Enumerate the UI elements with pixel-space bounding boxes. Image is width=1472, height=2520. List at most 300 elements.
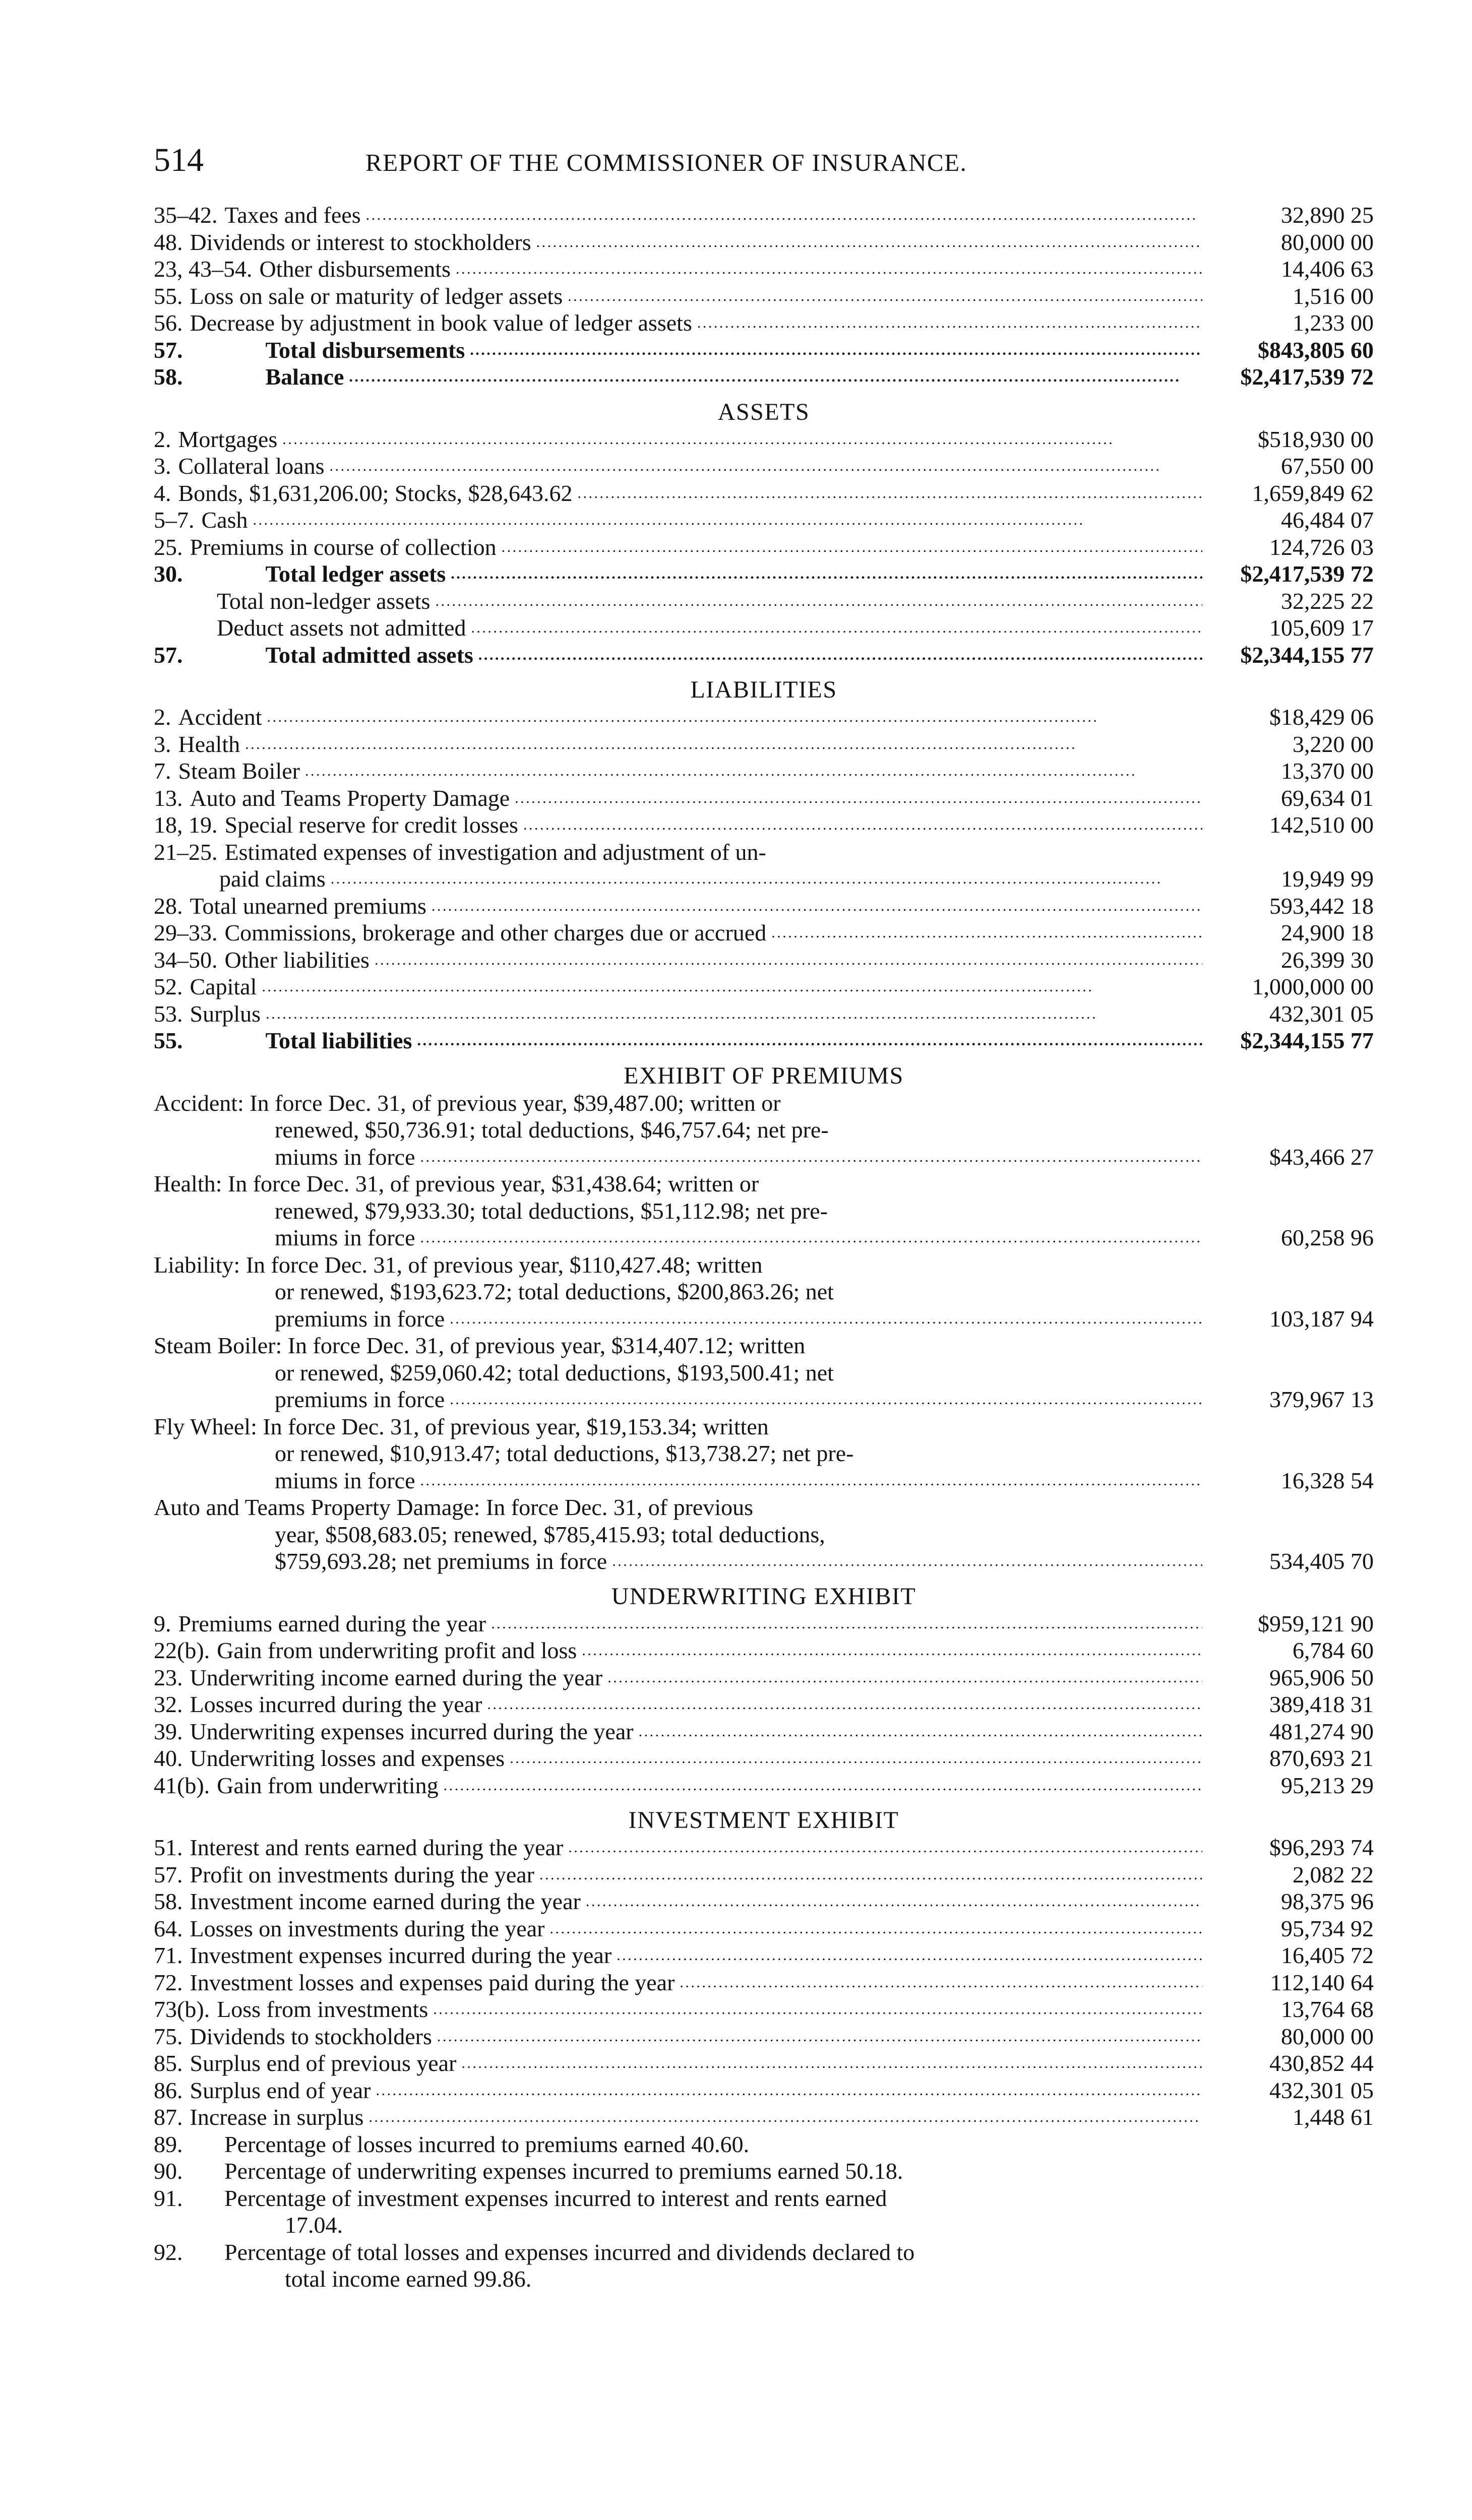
premium-line bbox=[154, 1494, 1374, 1521]
premium-line bbox=[154, 1305, 1374, 1333]
dot-leader bbox=[510, 1742, 1202, 1772]
row-number: 86. bbox=[154, 2077, 183, 2103]
dot-leader bbox=[771, 916, 1202, 947]
row-number: 25. bbox=[154, 534, 183, 560]
premium-text: Liability: In force Dec. 31, of previous year, $110,427.48; written bbox=[154, 1251, 763, 1278]
dot-leader bbox=[491, 1607, 1202, 1637]
premium-item bbox=[154, 1332, 1374, 1413]
table-row bbox=[154, 1772, 1374, 1799]
table-row bbox=[154, 426, 1374, 453]
dot-leader bbox=[549, 1912, 1202, 1942]
row-label: Mortgages bbox=[178, 426, 278, 452]
dot-leader bbox=[375, 943, 1202, 974]
row-amount: 32,890 25 bbox=[1281, 202, 1374, 228]
dot-leader bbox=[612, 1545, 1202, 1575]
dot-leader bbox=[639, 1715, 1202, 1745]
table-row bbox=[154, 1637, 1374, 1664]
row-label: Total unearned premiums bbox=[190, 893, 426, 919]
dot-leader bbox=[536, 226, 1202, 256]
dot-leader bbox=[470, 334, 1202, 364]
premium-amount: 60,258 96 bbox=[1281, 1225, 1374, 1250]
row-number: 2. bbox=[154, 426, 171, 452]
premium-text: Steam Boiler: In force Dec. 31, of previous year, $314,407.12; written bbox=[154, 1333, 806, 1358]
row-number: 48. bbox=[154, 229, 183, 255]
row-label: Other liabilities bbox=[224, 947, 370, 973]
premium-text: or renewed, $10,913.47; total deductions, $13,738.27; net pre- bbox=[275, 1440, 854, 1466]
percentage-line: Percentage of underwriting expenses incurred to premiums earned 50.18. bbox=[224, 2158, 903, 2184]
dot-leader bbox=[282, 423, 1202, 453]
row-label: Steam Boiler bbox=[178, 758, 300, 784]
premium-text: premiums in force bbox=[275, 1305, 445, 1332]
premium-amount: 534,405 70 bbox=[1269, 1548, 1374, 1574]
premiums-section bbox=[154, 1090, 1374, 1575]
table-row bbox=[154, 811, 1374, 839]
row-number: 9. bbox=[154, 1610, 171, 1636]
premium-line bbox=[154, 1440, 1374, 1467]
premium-text: Accident: In force Dec. 31, of previous year, $39,487.00; written or bbox=[154, 1090, 781, 1116]
row-number: 87. bbox=[154, 2104, 183, 2130]
dot-leader bbox=[376, 2074, 1202, 2104]
row-amount: $2,417,539 72 bbox=[1240, 561, 1374, 587]
row-amount: $2,344,155 77 bbox=[1240, 642, 1374, 668]
percentage-line: total income earned 99.86. bbox=[285, 2266, 532, 2292]
table-row bbox=[154, 480, 1374, 507]
row-number: 58. bbox=[154, 364, 183, 390]
dot-leader bbox=[435, 585, 1202, 615]
row-label: Loss on sale or maturity of ledger assets bbox=[190, 283, 563, 309]
row-number: 34–50. bbox=[154, 947, 218, 973]
underwriting-section bbox=[154, 1610, 1374, 1799]
row-label: Dividends or interest to stockholders bbox=[190, 229, 531, 255]
premium-amount: 379,967 13 bbox=[1269, 1387, 1374, 1412]
premium-item bbox=[154, 1251, 1374, 1333]
row-amount: 13,370 00 bbox=[1281, 758, 1374, 784]
dot-leader bbox=[697, 306, 1202, 337]
row-amount: 1,448 61 bbox=[1293, 2104, 1374, 2130]
table-row bbox=[154, 1942, 1374, 1969]
premium-line bbox=[154, 1278, 1374, 1305]
dot-leader bbox=[420, 1141, 1203, 1171]
dot-leader bbox=[417, 1024, 1202, 1054]
row-number: 72. bbox=[154, 1969, 183, 1995]
premium-line bbox=[154, 1467, 1374, 1494]
row-label: Special reserve for credit losses bbox=[224, 812, 518, 838]
row-label: Premiums in course of collection bbox=[190, 534, 497, 560]
row-amount: $843,805 60 bbox=[1258, 337, 1374, 363]
premium-item bbox=[154, 1170, 1374, 1251]
row-label: Total admitted assets bbox=[265, 642, 473, 668]
row-label: Total liabilities bbox=[265, 1028, 412, 1053]
table-row bbox=[154, 642, 1374, 669]
page-number: 514 bbox=[154, 142, 204, 178]
row-number: 52. bbox=[154, 974, 183, 999]
row-label: Health bbox=[178, 731, 240, 757]
dot-leader bbox=[680, 1966, 1202, 1996]
dot-leader bbox=[369, 2101, 1202, 2131]
row-amount: 24,900 18 bbox=[1281, 920, 1374, 946]
table-row bbox=[154, 758, 1374, 785]
table-row bbox=[154, 919, 1374, 947]
premium-text: miums in force bbox=[275, 1144, 415, 1170]
page-title: REPORT OF THE COMMISSIONER OF INSURANCE. bbox=[365, 149, 967, 176]
table-row bbox=[154, 1664, 1374, 1691]
assets-section bbox=[154, 426, 1374, 669]
row-label: Commissions, brokerage and other charges due or accrued bbox=[224, 920, 767, 946]
dot-leader bbox=[568, 280, 1202, 310]
row-amount: 870,693 21 bbox=[1269, 1745, 1374, 1771]
premium-line bbox=[154, 1198, 1374, 1225]
row-label: Underwriting losses and expenses bbox=[190, 1745, 505, 1771]
row-number: 29–33. bbox=[154, 920, 218, 946]
dot-leader bbox=[586, 1885, 1202, 1915]
row-number: 73(b). bbox=[154, 1996, 210, 2022]
row-label: Investment losses and expenses paid during the year bbox=[190, 1969, 675, 1995]
row-number: 39. bbox=[154, 1718, 183, 1744]
row-number: 53. bbox=[154, 1000, 183, 1027]
row-number: 51. bbox=[154, 1835, 183, 1860]
table-row bbox=[154, 1691, 1374, 1718]
percentage-text bbox=[224, 2185, 1374, 2239]
row-number: 85. bbox=[154, 2050, 183, 2076]
table-row bbox=[154, 202, 1374, 229]
premium-line bbox=[154, 1521, 1374, 1548]
row-number: 23. bbox=[154, 1664, 183, 1690]
dot-leader bbox=[444, 1769, 1202, 1799]
dot-leader bbox=[539, 1858, 1202, 1888]
table-row bbox=[154, 453, 1374, 480]
table-row bbox=[154, 1610, 1374, 1637]
row-label: Total ledger assets bbox=[265, 561, 446, 587]
dot-leader bbox=[437, 2020, 1202, 2050]
dot-leader bbox=[502, 531, 1202, 561]
premium-text: renewed, $79,933.30; total deductions, $51,112.98; net pre- bbox=[275, 1198, 828, 1224]
investment-heading: INVESTMENT EXHIBIT bbox=[628, 1807, 899, 1834]
premium-text: $759,693.28; net premiums in force bbox=[275, 1548, 607, 1574]
premium-line bbox=[154, 1359, 1374, 1387]
row-label: Other disbursements bbox=[259, 256, 451, 282]
premium-item bbox=[154, 1413, 1374, 1494]
row-label: Total disbursements bbox=[265, 337, 465, 363]
premium-line bbox=[154, 1090, 1374, 1117]
row-amount: 14,406 63 bbox=[1281, 256, 1374, 282]
dot-leader bbox=[461, 2047, 1202, 2077]
liability-estimated-expenses: 21–25. Estimated expenses of investigation and adjustment of un- paid claims . . . 19,949 99 bbox=[154, 839, 1374, 893]
percentage-item bbox=[154, 2185, 1374, 2239]
row-label: Gain from underwriting bbox=[217, 1772, 439, 1798]
dot-leader bbox=[478, 639, 1202, 669]
premium-line bbox=[154, 1386, 1374, 1413]
dot-leader bbox=[568, 1831, 1202, 1861]
row-label: Gain from underwriting profit and loss bbox=[217, 1637, 577, 1663]
percentage-number: 90. bbox=[154, 2158, 183, 2184]
table-row bbox=[154, 1969, 1374, 1996]
premium-item bbox=[154, 1494, 1374, 1575]
row-amount: $959,121 90 bbox=[1258, 1610, 1374, 1636]
dot-leader bbox=[515, 782, 1202, 812]
row-label: Premiums earned during the year bbox=[178, 1610, 486, 1636]
table-row bbox=[154, 1915, 1374, 1942]
dot-leader bbox=[433, 1993, 1202, 2023]
row-label: Losses on investments during the year bbox=[190, 1915, 545, 1941]
row-label: Increase in surplus bbox=[190, 2104, 364, 2130]
row-label: Interest and rents earned during the year bbox=[190, 1835, 564, 1860]
premium-line bbox=[154, 1413, 1374, 1440]
row-number: 2. bbox=[154, 704, 171, 730]
row-number: 28. bbox=[154, 893, 183, 919]
row-label: Collateral loans bbox=[178, 453, 325, 479]
dot-leader bbox=[305, 754, 1202, 785]
row-number: 32. bbox=[154, 1691, 183, 1717]
liabilities-section-2 bbox=[154, 893, 1374, 1054]
row-number: 56. bbox=[154, 310, 183, 336]
row-label: Bonds, $1,631,206.00; Stocks, $28,643.62 bbox=[178, 480, 573, 506]
row-amount: 1,516 00 bbox=[1293, 283, 1374, 309]
liabilities-heading: LIABILITIES bbox=[690, 676, 837, 703]
row-number: 64. bbox=[154, 1915, 183, 1941]
premium-text: miums in force bbox=[275, 1467, 415, 1493]
percentage-line: Percentage of investment expenses incurred to interest and rents earned bbox=[224, 2185, 887, 2211]
row-number: 55. bbox=[154, 1028, 183, 1053]
dot-leader bbox=[450, 1302, 1202, 1333]
dot-leader bbox=[471, 611, 1202, 642]
row-amount: 80,000 00 bbox=[1281, 2023, 1374, 2049]
row-number: 4. bbox=[154, 480, 171, 506]
row-label: Surplus end of previous year bbox=[190, 2050, 457, 2076]
row-number: 55. bbox=[154, 283, 183, 309]
table-row bbox=[154, 560, 1374, 588]
table-row bbox=[154, 704, 1374, 731]
premium-line bbox=[154, 1144, 1374, 1171]
table-row bbox=[154, 973, 1374, 1000]
row-amount: 112,140 64 bbox=[1270, 1969, 1374, 1995]
table-row bbox=[154, 2050, 1374, 2077]
row-amount: 124,726 03 bbox=[1269, 534, 1374, 560]
table-row bbox=[154, 2023, 1374, 2050]
table-row bbox=[154, 256, 1374, 283]
row-number: 18, 19. bbox=[154, 812, 218, 838]
table-row bbox=[154, 309, 1374, 337]
row-number: 3. bbox=[154, 453, 171, 479]
row-label: Investment income earned during the year bbox=[190, 1888, 581, 1914]
row-amount: 593,442 18 bbox=[1269, 893, 1374, 919]
dot-leader bbox=[582, 1634, 1202, 1664]
dot-leader bbox=[420, 1221, 1203, 1251]
table-row bbox=[154, 947, 1374, 974]
row-amount: $518,930 00 bbox=[1258, 426, 1374, 452]
premium-text: year, $508,683.05; renewed, $785,415.93; total deductions, bbox=[275, 1521, 825, 1547]
row-number: 7. bbox=[154, 758, 171, 784]
percentage-text bbox=[224, 2131, 1374, 2158]
row-number: 40. bbox=[154, 1745, 183, 1771]
premium-line bbox=[154, 1332, 1374, 1359]
row-number: 57. bbox=[154, 337, 183, 363]
row-amount: 965,906 50 bbox=[1269, 1664, 1374, 1690]
row-number: 22(b). bbox=[154, 1637, 210, 1663]
disbursements-section bbox=[154, 202, 1374, 391]
row-number: 30. bbox=[154, 561, 183, 587]
premium-amount: $43,466 27 bbox=[1269, 1144, 1374, 1170]
percentage-number: 92. bbox=[154, 2239, 183, 2265]
table-row bbox=[154, 363, 1374, 391]
table-row bbox=[154, 507, 1374, 534]
dot-leader bbox=[617, 1939, 1202, 1969]
dot-leader bbox=[366, 199, 1202, 229]
row-label: Deduct assets not admitted bbox=[217, 615, 466, 641]
percentage-item bbox=[154, 2131, 1374, 2158]
row-label: Balance bbox=[265, 364, 344, 390]
row-amount: $18,429 06 bbox=[1269, 704, 1374, 730]
dot-leader bbox=[456, 253, 1202, 283]
report-page bbox=[154, 141, 1374, 2293]
percentage-line: 17.04. bbox=[285, 2212, 343, 2238]
premium-text: premiums in force bbox=[275, 1387, 445, 1412]
row-amount: $2,344,155 77 bbox=[1240, 1028, 1374, 1053]
row-label: Surplus bbox=[190, 1000, 261, 1027]
premium-text: miums in force bbox=[275, 1225, 415, 1250]
dot-leader bbox=[349, 360, 1202, 391]
percentage-text bbox=[224, 2158, 1374, 2185]
row-number: 13. bbox=[154, 785, 183, 811]
row-amount: $96,293 74 bbox=[1269, 1835, 1374, 1860]
row-number: 57. bbox=[154, 1861, 183, 1887]
row-number: 58. bbox=[154, 1888, 183, 1914]
table-row bbox=[154, 1996, 1374, 2023]
dot-leader bbox=[578, 477, 1202, 507]
row-number: 41(b). bbox=[154, 1772, 210, 1798]
row-amount: 105,609 17 bbox=[1269, 615, 1374, 641]
row-amount: 46,484 07 bbox=[1281, 507, 1374, 533]
dot-leader bbox=[420, 1464, 1203, 1494]
table-row bbox=[154, 1718, 1374, 1745]
row-amount: 1,233 00 bbox=[1293, 310, 1374, 336]
table-row bbox=[154, 785, 1374, 812]
dot-leader bbox=[607, 1661, 1202, 1691]
table-row bbox=[154, 283, 1374, 310]
row-amount: 98,375 96 bbox=[1281, 1888, 1374, 1914]
row-amount: 95,734 92 bbox=[1281, 1915, 1374, 1941]
row-amount: 69,634 01 bbox=[1281, 785, 1374, 811]
row-label: Total non-ledger assets bbox=[217, 588, 431, 614]
premium-line bbox=[154, 1251, 1374, 1279]
dot-leader bbox=[245, 728, 1202, 758]
dot-leader bbox=[267, 701, 1202, 731]
table-row bbox=[154, 534, 1374, 561]
dot-leader bbox=[329, 450, 1202, 480]
row-label: Taxes and fees bbox=[224, 202, 361, 228]
row-number: 71. bbox=[154, 1942, 183, 1968]
table-row bbox=[154, 2104, 1374, 2131]
row-label: Accident bbox=[178, 704, 262, 730]
row-label: Losses incurred during the year bbox=[190, 1691, 482, 1717]
table-row bbox=[154, 229, 1374, 256]
premium-amount: 16,328 54 bbox=[1281, 1467, 1374, 1493]
premium-line bbox=[154, 1224, 1374, 1251]
row-label: Underwriting expenses incurred during the year bbox=[190, 1718, 634, 1744]
dot-leader bbox=[253, 503, 1203, 534]
table-row bbox=[154, 614, 1374, 642]
premium-text: or renewed, $193,623.72; total deductions, $200,863.26; net bbox=[275, 1279, 834, 1304]
premiums-heading: EXHIBIT OF PREMIUMS bbox=[624, 1062, 904, 1089]
dot-leader bbox=[451, 557, 1202, 588]
row-label: Surplus end of year bbox=[190, 2077, 371, 2103]
premium-text: or renewed, $259,060.42; total deductions, $193,500.41; net bbox=[275, 1359, 834, 1385]
row-amount: 432,301 05 bbox=[1269, 2077, 1374, 2103]
row-amount: 6,784 60 bbox=[1293, 1637, 1374, 1663]
table-row bbox=[154, 893, 1374, 920]
row-amount: 13,764 68 bbox=[1281, 1996, 1374, 2022]
table-row bbox=[154, 1745, 1374, 1772]
row-number: 75. bbox=[154, 2023, 183, 2049]
row-label: Investment expenses incurred during the year bbox=[190, 1942, 612, 1968]
liabilities-section bbox=[154, 704, 1374, 839]
table-row bbox=[154, 1861, 1374, 1888]
row-amount: 432,301 05 bbox=[1269, 1000, 1374, 1027]
row-number: 57. bbox=[154, 642, 183, 668]
percentage-line: Percentage of losses incurred to premiums earned 40.60. bbox=[224, 2131, 750, 2157]
row-amount: 1,659,849 62 bbox=[1252, 480, 1374, 506]
premium-text: Auto and Teams Property Damage: In force Dec. 31, of previous bbox=[154, 1494, 754, 1520]
table-row bbox=[154, 1000, 1374, 1028]
row-amount: 95,213 29 bbox=[1281, 1772, 1374, 1798]
dot-leader bbox=[266, 997, 1202, 1028]
row-amount: $2,417,539 72 bbox=[1240, 364, 1374, 390]
row-amount: 26,399 30 bbox=[1281, 947, 1374, 973]
dot-leader bbox=[487, 1688, 1202, 1718]
row-label: Dividends to stockholders bbox=[190, 2023, 432, 2049]
table-row bbox=[154, 2077, 1374, 2104]
percentage-text bbox=[224, 2239, 1374, 2293]
row-label: Underwriting income earned during the year bbox=[190, 1664, 603, 1690]
premium-text: renewed, $50,736.91; total deductions, $46,757.64; net pre- bbox=[275, 1117, 829, 1143]
percentages-section bbox=[154, 2131, 1374, 2293]
premium-line bbox=[154, 1548, 1374, 1575]
dot-leader bbox=[432, 890, 1202, 920]
table-row bbox=[154, 731, 1374, 758]
percentage-item bbox=[154, 2158, 1374, 2185]
table-row bbox=[154, 1888, 1374, 1915]
assets-heading: ASSETS bbox=[717, 398, 810, 425]
investment-section bbox=[154, 1834, 1374, 2131]
page-header bbox=[154, 141, 1374, 202]
row-label: Loss from investments bbox=[217, 1996, 428, 2022]
row-label: Decrease by adjustment in book value of ledger assets bbox=[190, 310, 692, 336]
row-amount: 1,000,000 00 bbox=[1252, 974, 1374, 999]
percentage-line: Percentage of total losses and expenses incurred and dividends declared to bbox=[224, 2239, 915, 2265]
dot-leader bbox=[262, 970, 1202, 1000]
row-amount: 481,274 90 bbox=[1269, 1718, 1374, 1744]
dot-leader bbox=[523, 808, 1202, 839]
row-number: 23, 43–54. bbox=[154, 256, 253, 282]
premium-line bbox=[154, 1116, 1374, 1144]
row-label: Capital bbox=[190, 974, 257, 999]
row-number: 35–42. bbox=[154, 202, 218, 228]
row-label: Auto and Teams Property Damage bbox=[190, 785, 510, 811]
premium-text: Health: In force Dec. 31, of previous year, $31,438.64; written or bbox=[154, 1171, 759, 1196]
premium-amount: 103,187 94 bbox=[1269, 1305, 1374, 1332]
table-row bbox=[154, 588, 1374, 615]
row-amount: 430,852 44 bbox=[1269, 2050, 1374, 2076]
row-label: Profit on investments during the year bbox=[190, 1861, 534, 1887]
percentage-number: 91. bbox=[154, 2185, 183, 2211]
row-amount: 67,550 00 bbox=[1281, 453, 1374, 479]
row-label: Cash bbox=[201, 507, 248, 533]
table-row bbox=[154, 1834, 1374, 1861]
premium-text: Fly Wheel: In force Dec. 31, of previous year, $19,153.34; written bbox=[154, 1413, 769, 1439]
row-number: 5–7. bbox=[154, 507, 195, 533]
table-row bbox=[154, 337, 1374, 364]
row-amount: 2,082 22 bbox=[1293, 1861, 1374, 1887]
row-amount: 16,405 72 bbox=[1281, 1942, 1374, 1968]
